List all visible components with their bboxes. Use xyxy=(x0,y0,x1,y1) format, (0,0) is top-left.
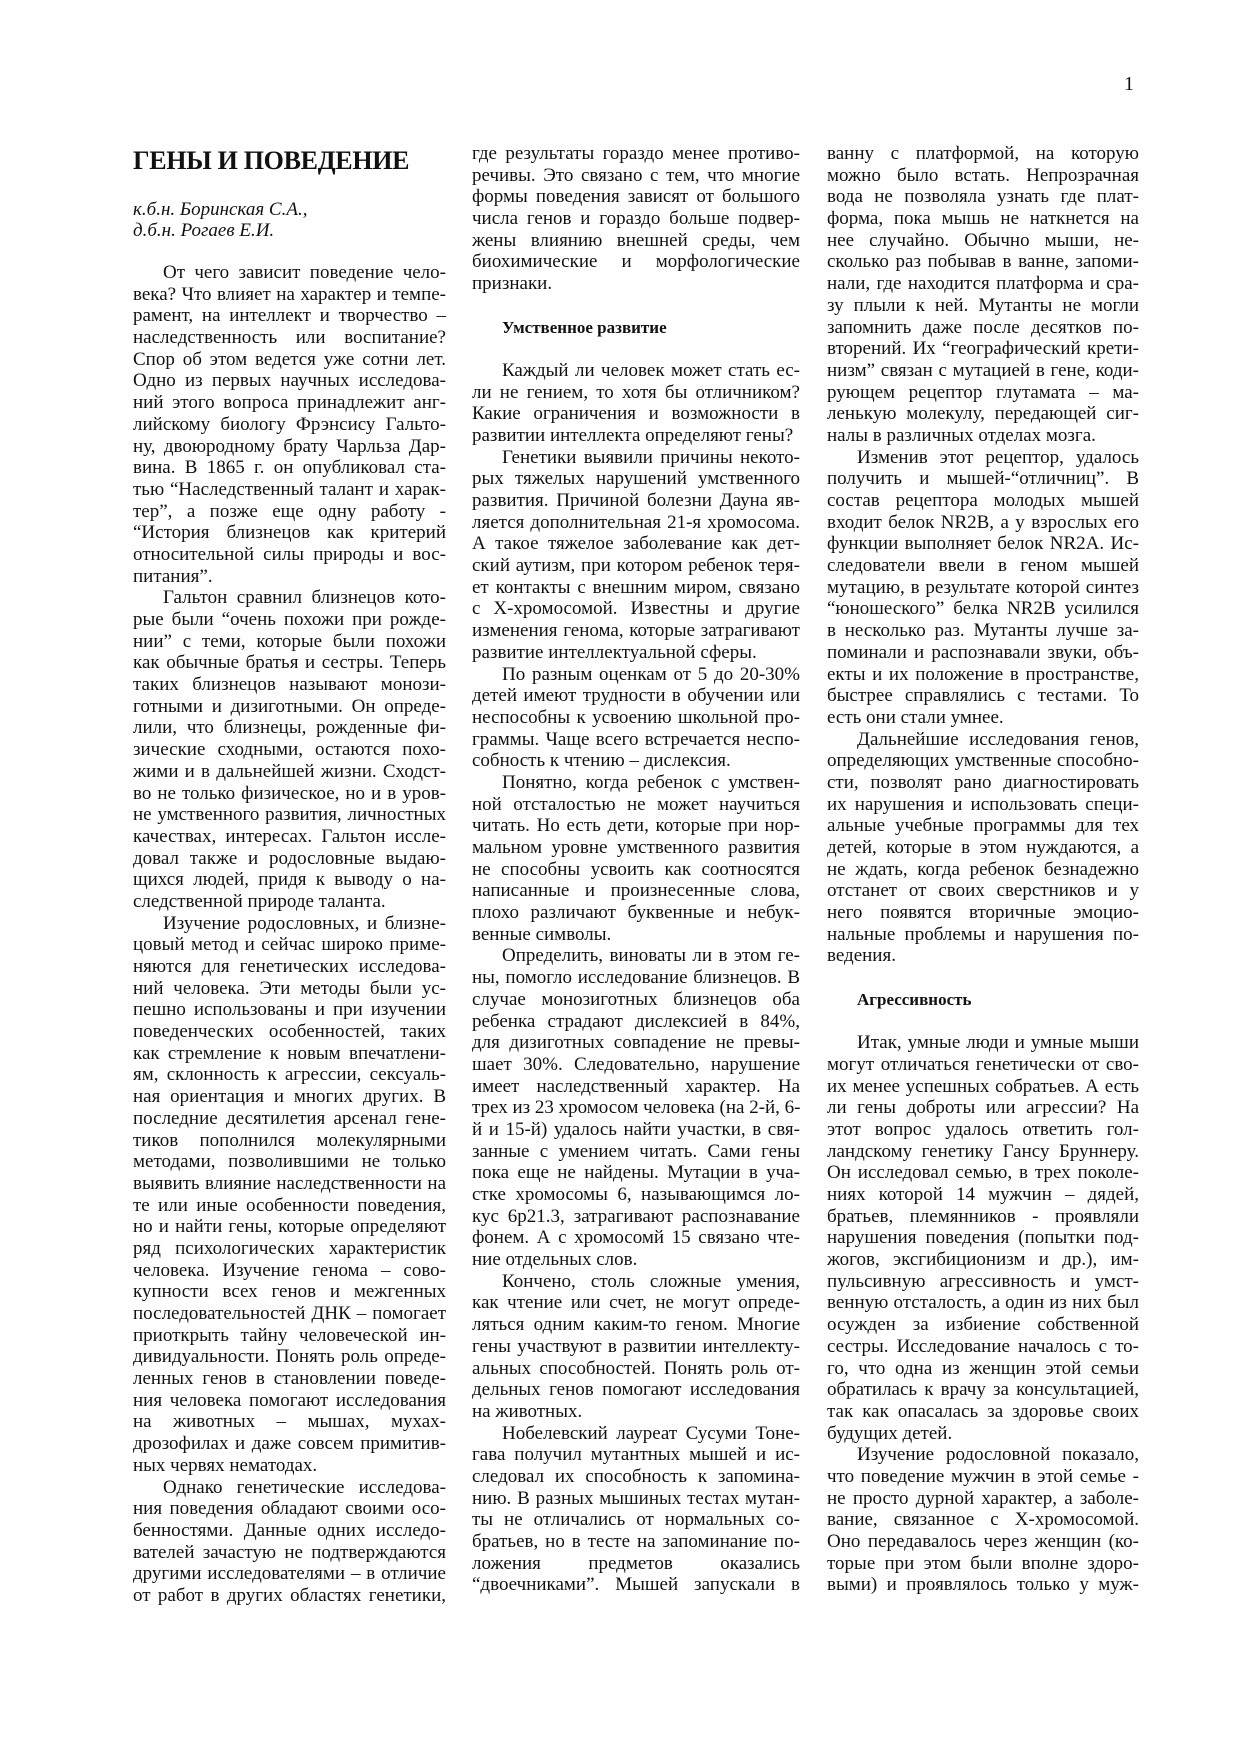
text-line: получить и мышей-“отличниц”. В xyxy=(827,468,1139,490)
text-line: братьев, но в тесте на запоминание по- xyxy=(472,1531,800,1552)
paragraph xyxy=(472,360,800,447)
text-line: рые были “очень похожи при рожде- xyxy=(133,609,446,630)
text-line: ной отсталостью не может научиться xyxy=(472,793,800,815)
text-line: ная ориентация и многих других. В xyxy=(133,1086,446,1108)
paragraph xyxy=(472,143,800,295)
paragraph xyxy=(133,913,446,1477)
text-line: состав рецептора молодых мышей xyxy=(827,490,1139,511)
text-line: налы в различных отделах мозга. xyxy=(827,424,1096,446)
text-line: ведения. xyxy=(827,945,896,967)
text-line: написанные и произнесенные слова, xyxy=(472,880,800,902)
text-line: тиков пополнился молекулярными xyxy=(133,1129,446,1151)
spacer xyxy=(472,295,800,317)
text-line: зические сходными, остаются похо- xyxy=(133,739,446,761)
text-line: ленных генов в становлении поведе- xyxy=(133,1368,446,1390)
text-line: как стремление к новым впечатлени- xyxy=(133,1042,446,1064)
text-line: питания”. xyxy=(133,565,213,587)
text-line: стке хромосомы 6, называющимся ло- xyxy=(472,1184,800,1205)
text-line: занные с умением читать. Сами гены xyxy=(472,1140,800,1162)
text-line: вода не позволяла узнать где плат- xyxy=(827,186,1139,208)
text-line: сколько раз побывав в ванне, запоми- xyxy=(827,251,1139,273)
text-line: нарушения поведения (попытки под- xyxy=(827,1227,1139,1249)
text-line: нали, где находится платформа и сра- xyxy=(827,273,1139,295)
text-line: ляется дополнительная 21-я хромосома. xyxy=(472,511,800,533)
text-line: случае монозиготных близнецов оба xyxy=(472,988,800,1010)
text-line: что поведение мужчин в этой семье - xyxy=(827,1465,1139,1487)
text-line: ниях которой 14 мужчин – дядей, xyxy=(827,1184,1139,1205)
text-line: выми) и проявлялось только у муж- xyxy=(827,1574,1139,1596)
text-line: щихся людей, придя к выводу о на- xyxy=(133,869,446,891)
text-line: низм” связан с мутацией в гене, коди- xyxy=(827,359,1139,381)
text-line: торые при этом были вполне здоро- xyxy=(827,1552,1139,1574)
text-line: поведенческих особенностей, таких xyxy=(133,1021,446,1043)
text-line: Понятно, когда ребенок с умствен- xyxy=(502,771,800,793)
text-line: Каждый ли человек может стать ес- xyxy=(502,359,800,381)
text-line: нальные проблемы и нарушения по- xyxy=(827,923,1139,945)
page-number: 1 xyxy=(1124,73,1134,95)
text-line: имеет наследственный характер. На xyxy=(472,1075,800,1097)
text-line: Кончено, столь сложные умения, xyxy=(502,1270,800,1292)
text-line: их менее успешных собратьев. А есть xyxy=(827,1075,1139,1097)
text-line: те или иные особенности поведения, xyxy=(133,1194,446,1216)
text-line: бенностями. Данные одних исследо- xyxy=(133,1519,446,1541)
text-line: жогов, эксгибиционизм и др.), им- xyxy=(827,1249,1139,1271)
paragraph xyxy=(827,143,1139,447)
text-line: Нобелевский лауреат Сусуми Тоне- xyxy=(502,1422,800,1444)
text-line: Он исследовал семью, в трех поколе- xyxy=(827,1162,1139,1184)
text-line: Спор об этом ведется уже сотни лет. xyxy=(133,348,446,370)
paragraph xyxy=(827,447,1139,729)
spacer xyxy=(472,338,800,360)
column-3 xyxy=(827,143,1139,1596)
text-line: нее случайно. Обычно мыши, не- xyxy=(827,229,1139,251)
text-line: последние десятилетия арсенал гене- xyxy=(133,1107,446,1129)
text-line: кус 6р21.3, затрагивают распознавание xyxy=(472,1205,800,1227)
text-line: человека. Изучение генома – сово- xyxy=(133,1259,446,1281)
text-line: гены участвуют в развитии интеллекту- xyxy=(472,1335,800,1357)
text-line: ский аутизм, при котором ребенок теря- xyxy=(472,555,800,577)
text-line: пешно использованы и при изучении xyxy=(133,999,446,1021)
text-line: Изучение родословных, и близне- xyxy=(163,912,446,934)
text-line: века? Что влияет на характер и темпе- xyxy=(133,283,446,305)
text-line: как обычные братья и сестры. Теперь xyxy=(133,652,446,674)
text-line: Гальтон сравнил близнецов кото- xyxy=(163,587,446,609)
text-line: лили, что близнецы, рожденные фи- xyxy=(133,717,446,739)
text-line: рых тяжелых нарушений умственного xyxy=(472,468,800,490)
text-line: альных способностей. Понять роль от- xyxy=(472,1357,800,1379)
text-line: читать. Но есть дети, которые при нор- xyxy=(472,815,800,837)
text-line: вание, связанное с Х-хромосомой. xyxy=(827,1509,1139,1531)
text-line: дельных генов помогают исследования xyxy=(472,1379,800,1401)
text-line: ну, двоюродному брату Чарльза Дар- xyxy=(133,435,446,457)
text-line: ложения предметов оказались xyxy=(472,1552,800,1574)
text-line: лийскому биологу Фрэнсису Гальто- xyxy=(133,413,446,435)
text-line: пульсивную агрессивность и умст- xyxy=(827,1270,1139,1292)
text-line: этот вопрос удалось ответить гол- xyxy=(827,1118,1139,1140)
text-line: фонем. А с хромосомй 15 связано чте- xyxy=(472,1227,800,1249)
text-line: венные символы. xyxy=(472,923,612,945)
text-line: есть они стали умнее. xyxy=(827,706,1004,728)
text-line: “История близнецов как критерий xyxy=(133,522,446,544)
text-line: следовал их способность к запомина- xyxy=(472,1465,800,1487)
text-line: екты и их положение в пространстве, xyxy=(827,663,1139,685)
text-line: Генетики выявили причины некото- xyxy=(502,446,800,468)
text-line: ния поведения обладают своими осо- xyxy=(133,1498,446,1520)
text-line: няются для генетических исследова- xyxy=(133,956,446,977)
text-line: выявить влияние наследственности на xyxy=(133,1172,446,1194)
text-line: тью “Наследственный талант и харак- xyxy=(133,478,446,500)
text-line: “двоечниками”. Мышей запускали в xyxy=(472,1574,800,1596)
column-1 xyxy=(133,262,446,1607)
text-line: неспособны к усвоению школьной про- xyxy=(472,706,800,728)
paragraph xyxy=(472,447,800,664)
text-line: обратилась к врачу за консультацией, xyxy=(827,1379,1139,1401)
text-line: сти, позволят рано диагностировать xyxy=(827,771,1139,793)
text-line: ет контакты с внешним миром, связано xyxy=(472,576,800,598)
paragraph xyxy=(472,772,800,946)
text-line: сестры. Исследование началось с то- xyxy=(827,1335,1139,1357)
paragraph xyxy=(827,1444,1139,1596)
text-line: ны, помогло исследование близнецов. В xyxy=(472,967,800,989)
text-line: изменения генома, которые затрагивают xyxy=(472,620,800,642)
text-line: функции выполняет белок NR2A. Ис- xyxy=(827,533,1139,555)
text-line: плохо различают буквенные и небук- xyxy=(472,902,800,924)
author-1: к.б.н. Боринская С.А., xyxy=(133,199,308,220)
text-line: мальном уровне умственного развития xyxy=(472,837,800,858)
text-line: можно было встать. Непрозрачная xyxy=(827,164,1139,186)
text-line: формы поведения зависят от большого xyxy=(472,186,800,208)
text-line: так как опасалась за здоровье своих xyxy=(827,1400,1139,1422)
text-line: входит белок NR2B, а у взрослых его xyxy=(827,511,1139,533)
text-line: готными и дизиготными. Он опреде- xyxy=(133,695,446,717)
text-line: мутацию, в результате которой синтез xyxy=(827,576,1139,598)
paragraph xyxy=(133,262,446,587)
text-line: вателей зачастую не подтверждаются xyxy=(133,1541,446,1563)
text-line: развитие интеллектуальной сферы. xyxy=(472,641,757,663)
text-line: дрозофилах и даже совсем примитив- xyxy=(133,1433,446,1455)
text-line: Итак, умные люди и умные мыши xyxy=(857,1032,1139,1054)
text-line: Оно передавалось через женщин (ко- xyxy=(827,1531,1139,1552)
text-line: детей имеют трудности в обучении или xyxy=(472,685,800,707)
text-line: ние отдельных слов. xyxy=(472,1249,638,1271)
text-line: нии” с теми, которые были похожи xyxy=(133,630,446,652)
text-line: По разным оценкам от 5 до 20-30% xyxy=(502,663,800,685)
text-line: трех из 23 хромосом человека (на 2-й, 6- xyxy=(472,1097,801,1119)
text-line: граммы. Чаще всего встречается неспо- xyxy=(472,728,800,750)
paragraph xyxy=(472,1271,800,1423)
text-line: таких близнецов называют монози- xyxy=(133,674,446,696)
text-line: поминали и распознавали звуки, объ- xyxy=(827,641,1139,663)
text-line: ли гены доброты или агрессии? На xyxy=(827,1097,1139,1119)
text-line: вторений. Их “географический крети- xyxy=(827,338,1139,360)
text-line: развития. Причиной болезни Дауна яв- xyxy=(472,490,800,511)
text-line: не просто дурной характер, а заболе- xyxy=(827,1487,1139,1509)
text-line: форма, пока мышь не наткнется на xyxy=(827,208,1139,230)
text-line: приоткрыть тайну человеческой ин- xyxy=(133,1324,446,1346)
text-line: гава получил мутантных мышей и ис- xyxy=(472,1444,800,1466)
text-line: как чтение или счет, не могут опреде- xyxy=(472,1292,800,1314)
text-line: речивы. Это связано с тем, что многие xyxy=(472,164,800,186)
text-line: определяющих умственные способно- xyxy=(827,750,1139,772)
text-line: быстрее справлялись с тестами. То xyxy=(827,685,1139,707)
text-line: нию. В разных мышиных тестах мутан- xyxy=(472,1487,800,1509)
spacer xyxy=(827,967,1139,989)
text-line: осужден за избиение собственной xyxy=(827,1314,1139,1336)
text-line: Какие ограничения и возможности в xyxy=(472,403,800,425)
text-line: не ждать, когда ребенок безнадежно xyxy=(827,858,1139,880)
text-line: во не только физическое, но и в уров- xyxy=(133,782,446,804)
text-line: ям, склонность к агрессии, сексуаль- xyxy=(133,1064,446,1086)
text-line: следственной природе таланта. xyxy=(133,890,386,912)
text-line: А такое тяжелое заболевание как дет- xyxy=(472,533,800,555)
paragraph xyxy=(827,1032,1139,1444)
text-line: для дизиготных совпадение не превы- xyxy=(472,1032,800,1054)
text-line: Изменив этот рецептор, удалось xyxy=(857,446,1139,468)
paragraph xyxy=(133,587,446,912)
text-line: ных червях нематодах. xyxy=(133,1454,318,1476)
section-heading: Агрессивность xyxy=(857,989,972,1009)
author-2: д.б.н. Рогаев Е.И. xyxy=(133,220,275,241)
text-line: пока еще не найдены. Мутации в уча- xyxy=(472,1162,800,1184)
text-line: ряд психологических характеристик xyxy=(133,1237,446,1259)
text-line: их нарушения и использовать специ- xyxy=(827,793,1139,815)
paragraph xyxy=(472,945,800,1270)
text-line: зу плыли к ней. Мутанты не могли xyxy=(827,294,1139,316)
text-line: жими и в дальнейшей жизни. Сходст- xyxy=(133,760,446,782)
text-line: развитии интеллекта определяют гены? xyxy=(472,424,794,446)
text-line: на животных. xyxy=(472,1400,583,1422)
paragraph xyxy=(133,1477,446,1607)
text-line: ты не отличались от нормальных со- xyxy=(472,1509,800,1531)
text-line: ний этого вопроса принадлежит анг- xyxy=(133,392,446,414)
text-line: запомнить даже после десятков по- xyxy=(827,316,1139,338)
text-line: ленькую молекулу, передающей сиг- xyxy=(827,403,1139,425)
paragraph xyxy=(827,729,1139,968)
text-line: относительной силы природы и вос- xyxy=(133,543,446,565)
text-line: шает 30%. Следовательно, нарушение xyxy=(472,1053,800,1075)
column-2 xyxy=(472,143,800,1596)
text-line: альные учебные программы для тех xyxy=(827,815,1139,837)
text-line: купности всех генов и межгенных xyxy=(133,1281,446,1303)
text-line: отстанет от своих сверстников и у xyxy=(827,880,1139,902)
text-line: ли не гением, то хотя бы отличником? xyxy=(472,381,800,403)
text-line: наследственность или воспитание? xyxy=(133,327,446,349)
text-line: детей, которые в этом нуждаются, а xyxy=(827,837,1139,858)
text-line: методами, позволившими не только xyxy=(133,1151,446,1173)
text-line: цовый метод и сейчас широко приме- xyxy=(133,934,446,956)
text-line: Одно из первых научных исследова- xyxy=(133,370,446,392)
text-line: Определить, виноваты ли в этом ге- xyxy=(502,945,800,967)
text-line: дивидуальности. Понять роль опреде- xyxy=(133,1346,446,1368)
text-line: й и 15-й) удалось найти участки, в свя- xyxy=(472,1118,800,1140)
text-line: ния человека помогают исследования xyxy=(133,1389,446,1411)
text-line: него появятся вторичные эмоцио- xyxy=(827,902,1139,924)
text-line: не умственного развития, личностных xyxy=(133,804,446,826)
paragraph xyxy=(472,1423,800,1597)
text-line: числа генов и гораздо больше подвер- xyxy=(472,208,800,230)
text-line: последовательностей ДНК – помогает xyxy=(133,1303,446,1324)
text-line: Изучение родословной показало, xyxy=(857,1444,1139,1466)
text-line: Однако генетические исследова- xyxy=(163,1476,446,1498)
text-line: будущих детей. xyxy=(827,1422,953,1444)
text-line: Дальнейшие исследования генов, xyxy=(857,728,1139,750)
text-line: не способны усвоить как соотносятся xyxy=(472,858,800,880)
text-line: “юношеского” белка NR2B усилился xyxy=(827,598,1139,620)
text-line: го, что одна из женщин этой семьи xyxy=(827,1357,1139,1379)
text-line: где результаты гораздо менее противо- xyxy=(472,143,800,164)
text-line: могут отличаться генетически от сво- xyxy=(827,1053,1139,1075)
text-line: собность к чтению – дислексия. xyxy=(472,750,731,772)
text-line: на животных – мышах, мухах- xyxy=(133,1411,446,1433)
text-line: ванну с платформой, на которую xyxy=(827,143,1139,164)
text-line: качествах, интересах. Гальтон иссле- xyxy=(133,825,446,847)
section-heading: Умственное развитие xyxy=(502,317,667,337)
text-line: ландскому генетику Гансу Бруннеру. xyxy=(827,1140,1139,1162)
text-line: рамент, на интеллект и творчество – xyxy=(133,305,446,327)
text-line: тер”, а позже еще одну работу - xyxy=(133,500,446,522)
text-line: ний человека. Эти методы были ус- xyxy=(133,977,446,999)
text-line: в несколько раз. Мутанты лучше за- xyxy=(827,620,1139,642)
text-line: от работ в других областях генетики, xyxy=(133,1584,446,1606)
text-line: От чего зависит поведение чело- xyxy=(163,262,446,283)
article-title: ГЕНЫ И ПОВЕДЕНИЕ xyxy=(133,146,410,175)
text-line: вина. В 1865 г. он опубликовал ста- xyxy=(133,457,446,479)
spacer xyxy=(827,1011,1139,1033)
text-line: довал также и родословные выдаю- xyxy=(133,847,446,869)
text-line: следователи ввели в геном мышей xyxy=(827,555,1139,577)
text-line: рующем рецептор глутамата – ма- xyxy=(827,381,1139,403)
text-line: другими исследователями – в отличие xyxy=(133,1563,446,1585)
text-line: признаки. xyxy=(472,273,553,295)
text-line: биохимические и морфологические xyxy=(472,251,800,273)
paragraph xyxy=(472,664,800,772)
text-line: венную отсталость, а один из них был xyxy=(827,1292,1139,1314)
text-line: но и найти гены, которые определяют xyxy=(133,1216,446,1238)
text-line: ребенка страдают дислексией в 84%, xyxy=(472,1010,800,1032)
authors xyxy=(133,199,307,241)
text-line: жены влиянию внешней среды, чем xyxy=(472,229,800,251)
text-line: с Х-хромосомой. Известны и другие xyxy=(472,598,800,620)
text-line: ляться одним каким-то геном. Многие xyxy=(472,1314,800,1336)
text-line: братьев, племянников - проявляли xyxy=(827,1205,1139,1227)
